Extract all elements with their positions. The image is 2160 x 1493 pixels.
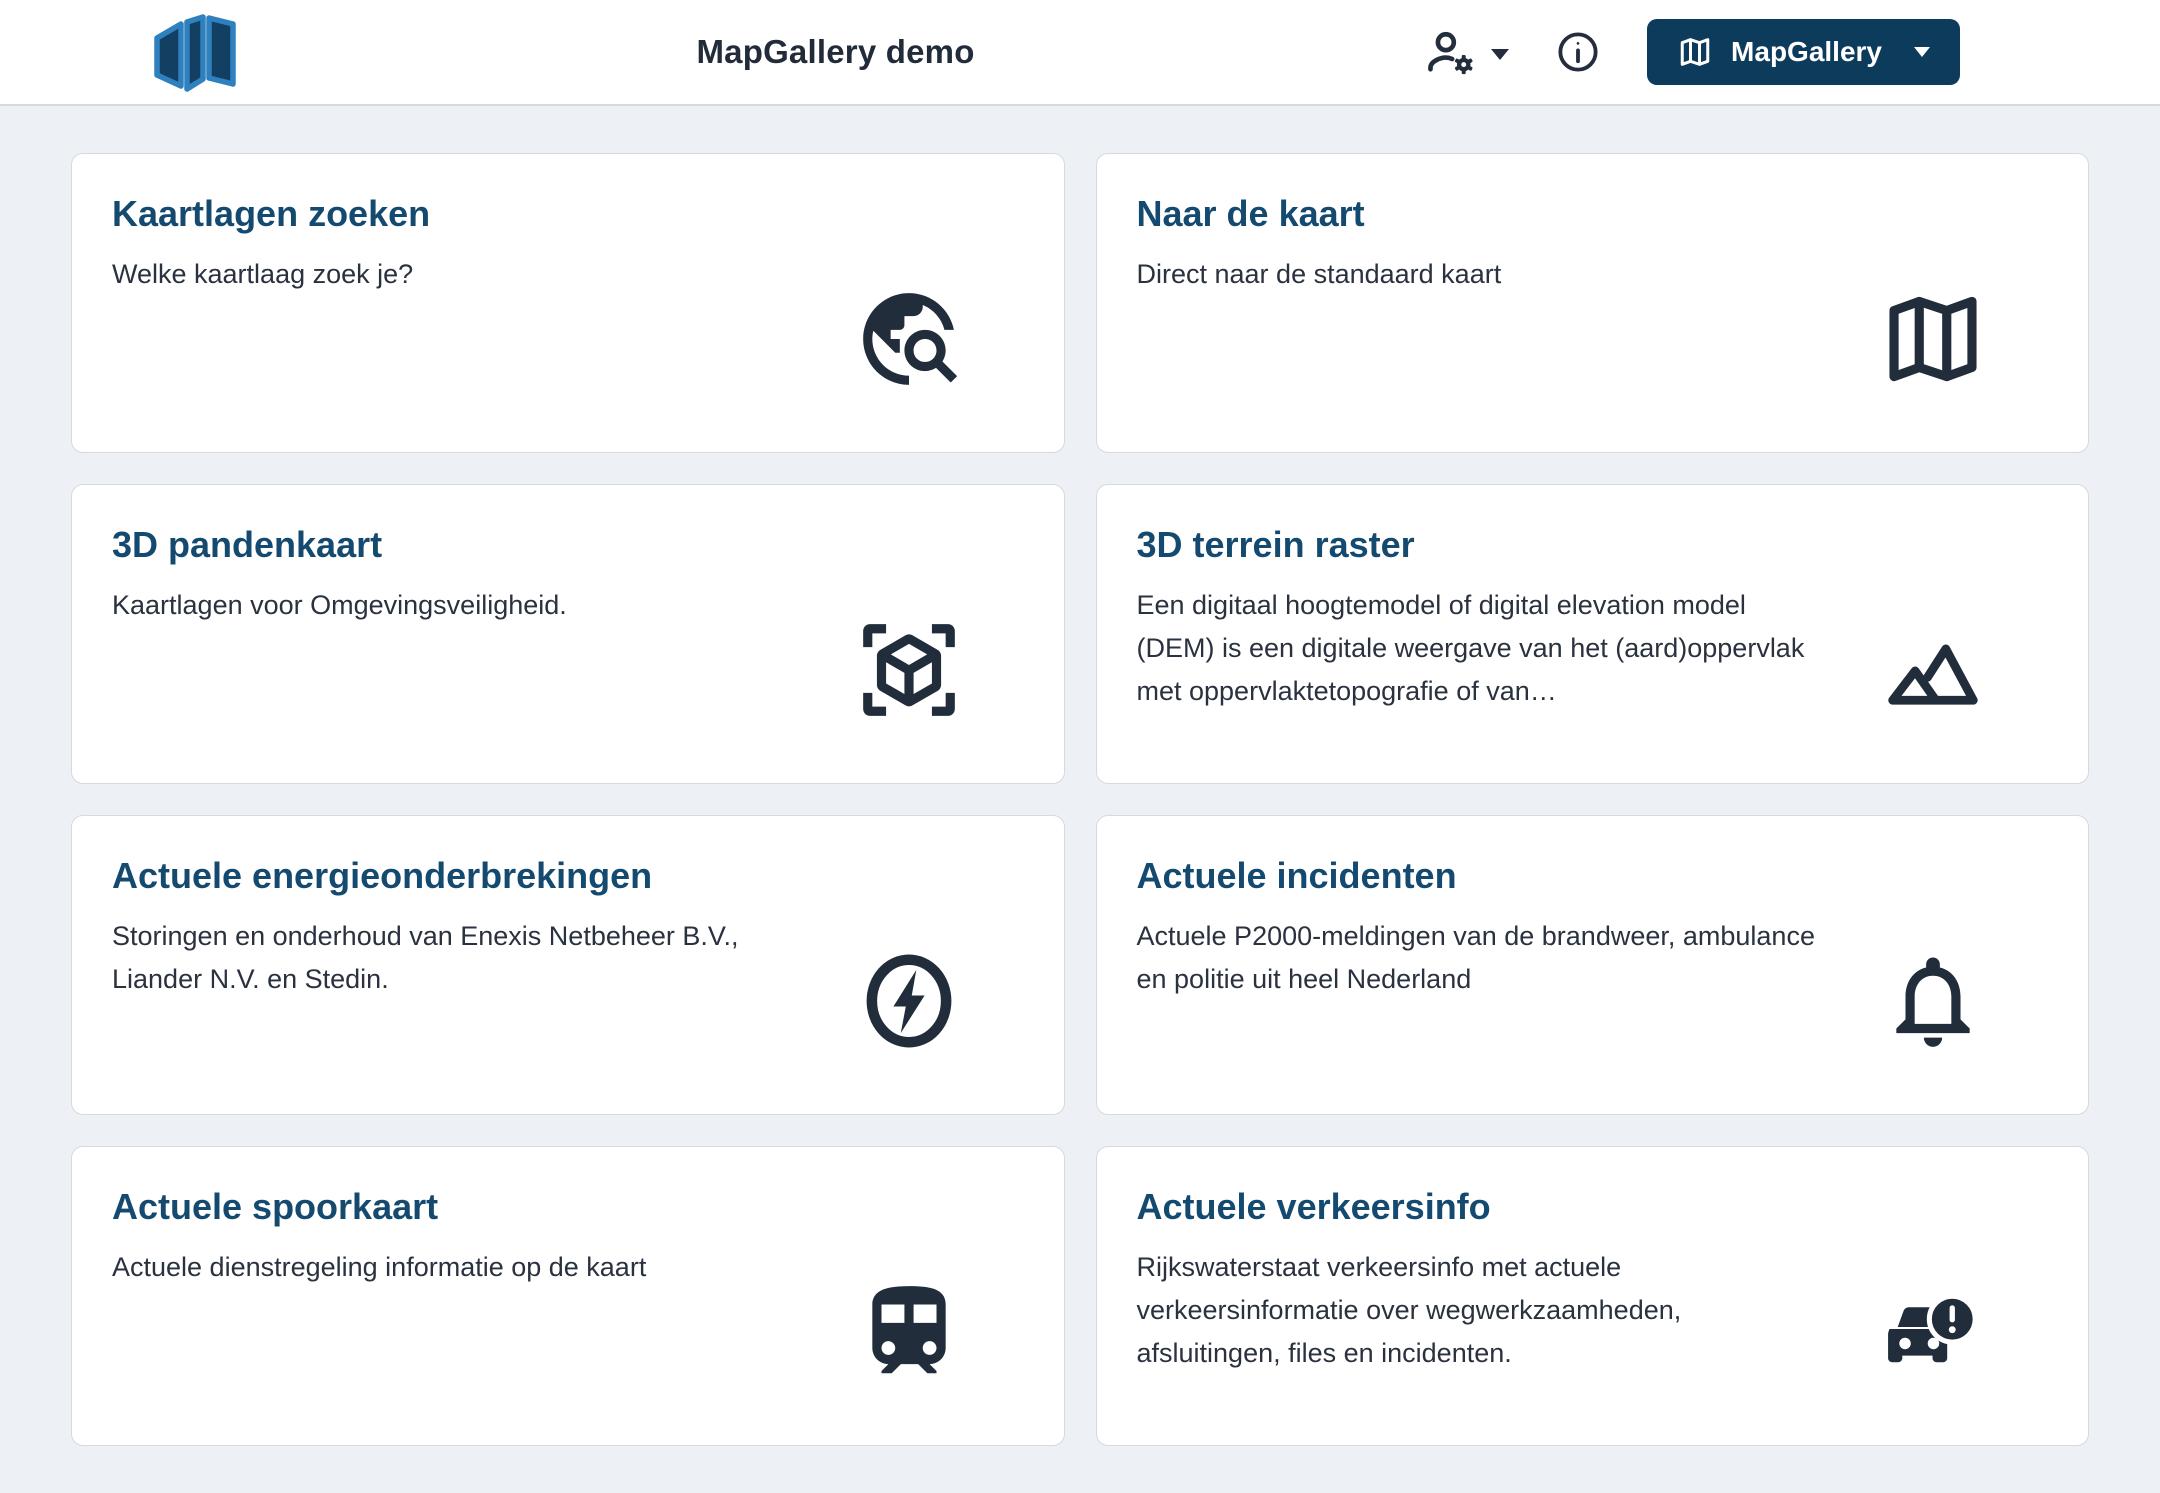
- map-card[interactable]: [1096, 484, 2090, 784]
- map-card[interactable]: [1096, 1146, 2090, 1446]
- train-icon: [854, 1277, 964, 1387]
- header-controls: [1423, 19, 1960, 85]
- card-title: Actuele spoorkaart: [112, 1186, 439, 1227]
- map-card[interactable]: [71, 815, 1065, 1115]
- notification-bell-icon: [1878, 946, 1988, 1056]
- 3d-cube-ar-icon: [854, 615, 964, 725]
- app-header: [0, 0, 2160, 106]
- card-description: Actuele dienstregeling informatie op de kaart: [112, 1251, 647, 1282]
- map-card[interactable]: [71, 484, 1065, 784]
- card-description: Rijkswaterstaat verkeersinfo met actuele verkeersinformatie over wegwerkzaamheden, afsluitingen, files en incidenten.: [1136, 1251, 1682, 1368]
- map-card[interactable]: [1096, 153, 2090, 453]
- terrain-icon: [1878, 615, 1988, 725]
- account-menu-button[interactable]: [1423, 24, 1509, 80]
- card-description: Een digitaal hoogtemodel of digital elevation model (DEM) is een digitale weergave van het (aard)oppervlak met oppervlaktetopografie of van…: [1136, 589, 1805, 706]
- card-title: 3D terrein raster: [1136, 524, 1415, 565]
- globe-search-icon: [854, 284, 964, 394]
- card-title: Actuele verkeersinfo: [1136, 1186, 1491, 1227]
- energy-bolt-icon: [854, 946, 964, 1056]
- card-title: Actuele incidenten: [1136, 855, 1457, 896]
- user-settings-icon: [1423, 24, 1479, 80]
- mapgallery-menu-button[interactable]: [1647, 19, 1960, 85]
- map-card[interactable]: [71, 153, 1065, 453]
- card-description: Direct naar de standaard kaart: [1136, 258, 1502, 289]
- chevron-down-icon: [1491, 49, 1509, 60]
- card-description: Kaartlagen voor Omgevingsveiligheid.: [112, 589, 567, 620]
- info-icon: [1555, 29, 1601, 75]
- card-grid: [0, 106, 2160, 1493]
- card-description: Welke kaartlaag zoek je?: [112, 258, 414, 289]
- page-title: MapGallery demo: [696, 33, 975, 70]
- card-description: Storingen en onderhoud van Enexis Netbeheer B.V., Liander N.V. en Stedin.: [112, 920, 739, 994]
- card-description: Actuele P2000-meldingen van de brandweer, ambulance en politie uit heel Nederland: [1136, 920, 1815, 994]
- info-button[interactable]: [1555, 29, 1601, 75]
- card-title: Kaartlagen zoeken: [112, 193, 431, 234]
- card-title: Actuele energieonderbrekingen: [112, 855, 653, 896]
- chevron-down-icon: [1914, 47, 1930, 57]
- card-title: 3D pandenkaart: [112, 524, 383, 565]
- card-title: Naar de kaart: [1136, 193, 1365, 234]
- map-card[interactable]: [71, 1146, 1065, 1446]
- car-crash-icon: [1878, 1277, 1988, 1387]
- map-card[interactable]: [1096, 815, 2090, 1115]
- mapgallery-button-label: MapGallery: [1731, 36, 1882, 67]
- app-logo-map-icon[interactable]: [142, 10, 248, 94]
- map-icon: [1878, 284, 1988, 394]
- map-icon: [1677, 34, 1713, 70]
